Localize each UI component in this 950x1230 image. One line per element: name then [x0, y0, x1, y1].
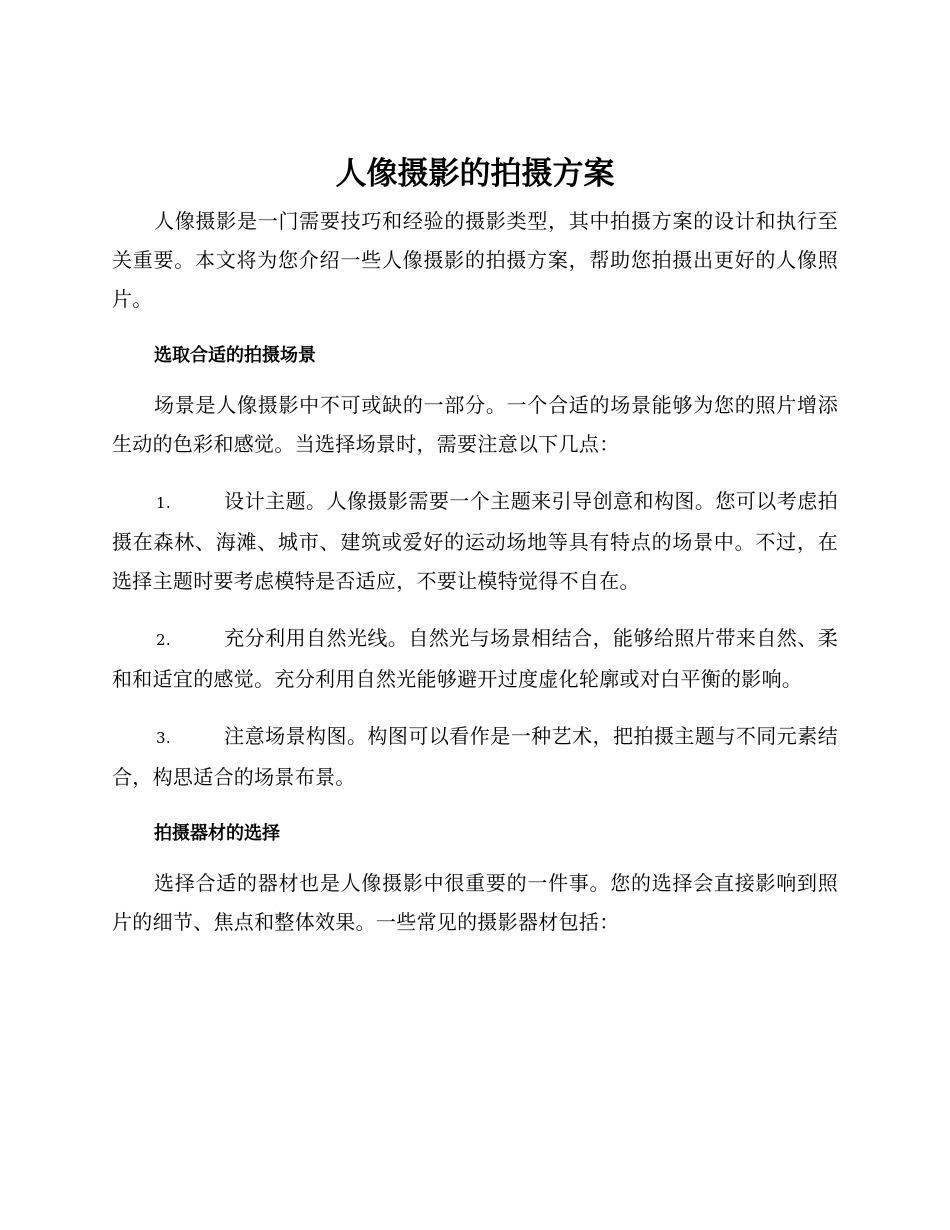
section-paragraph-scene: 场景是人像摄影中不可或缺的一部分。一个合适的场景能够为您的照片增添生动的色彩和感觉。当选择场景时，需要注意以下几点： — [112, 393, 838, 456]
intro-paragraph: 人像摄影是一门需要技巧和经验的摄影类型，其中拍摄方案的设计和执行至关重要。本文将为您介绍一些人像摄影的拍摄方案，帮助您拍摄出更好的人像照片。 — [112, 209, 838, 311]
list-item — [112, 717, 838, 797]
section-heading-scene: 选取合适的拍摄场景 — [154, 345, 316, 366]
list-item-text: 设计主题。人像摄影需要一个主题来引导创意和构图。您可以考虑拍摄在森林、海滩、城市、建筑或爱好的运动场地等具有特点的场景中。不过，在选择主题时要考虑模特是否适应，不要让模特觉得不自在。 — [112, 489, 838, 593]
list-item — [112, 482, 838, 601]
section-heading-equipment: 拍摄器材的选择 — [154, 823, 280, 844]
list-item — [112, 619, 838, 699]
document-page — [112, 150, 838, 942]
list-number: 3. — [156, 729, 171, 747]
list-number: 2. — [156, 631, 171, 649]
section-paragraph-equipment: 选择合适的器材也是人像摄影中很重要的一件事。您的选择会直接影响到照片的细节、焦点和整体效果。一些常见的摄影器材包括： — [112, 871, 838, 934]
list-item-text: 充分利用自然光线。自然光与场景相结合，能够给照片带来自然、柔和和适宜的感觉。充分利用自然光能够避开过度虚化轮廓或对白平衡的影响。 — [112, 626, 838, 691]
document-title: 人像摄影的拍摄方案 — [335, 156, 615, 192]
list-number: 1. — [156, 494, 171, 512]
list-item-text: 注意场景构图。构图可以看作是一种艺术，把拍摄主题与不同元素结合，构思适合的场景布景。 — [112, 724, 838, 789]
